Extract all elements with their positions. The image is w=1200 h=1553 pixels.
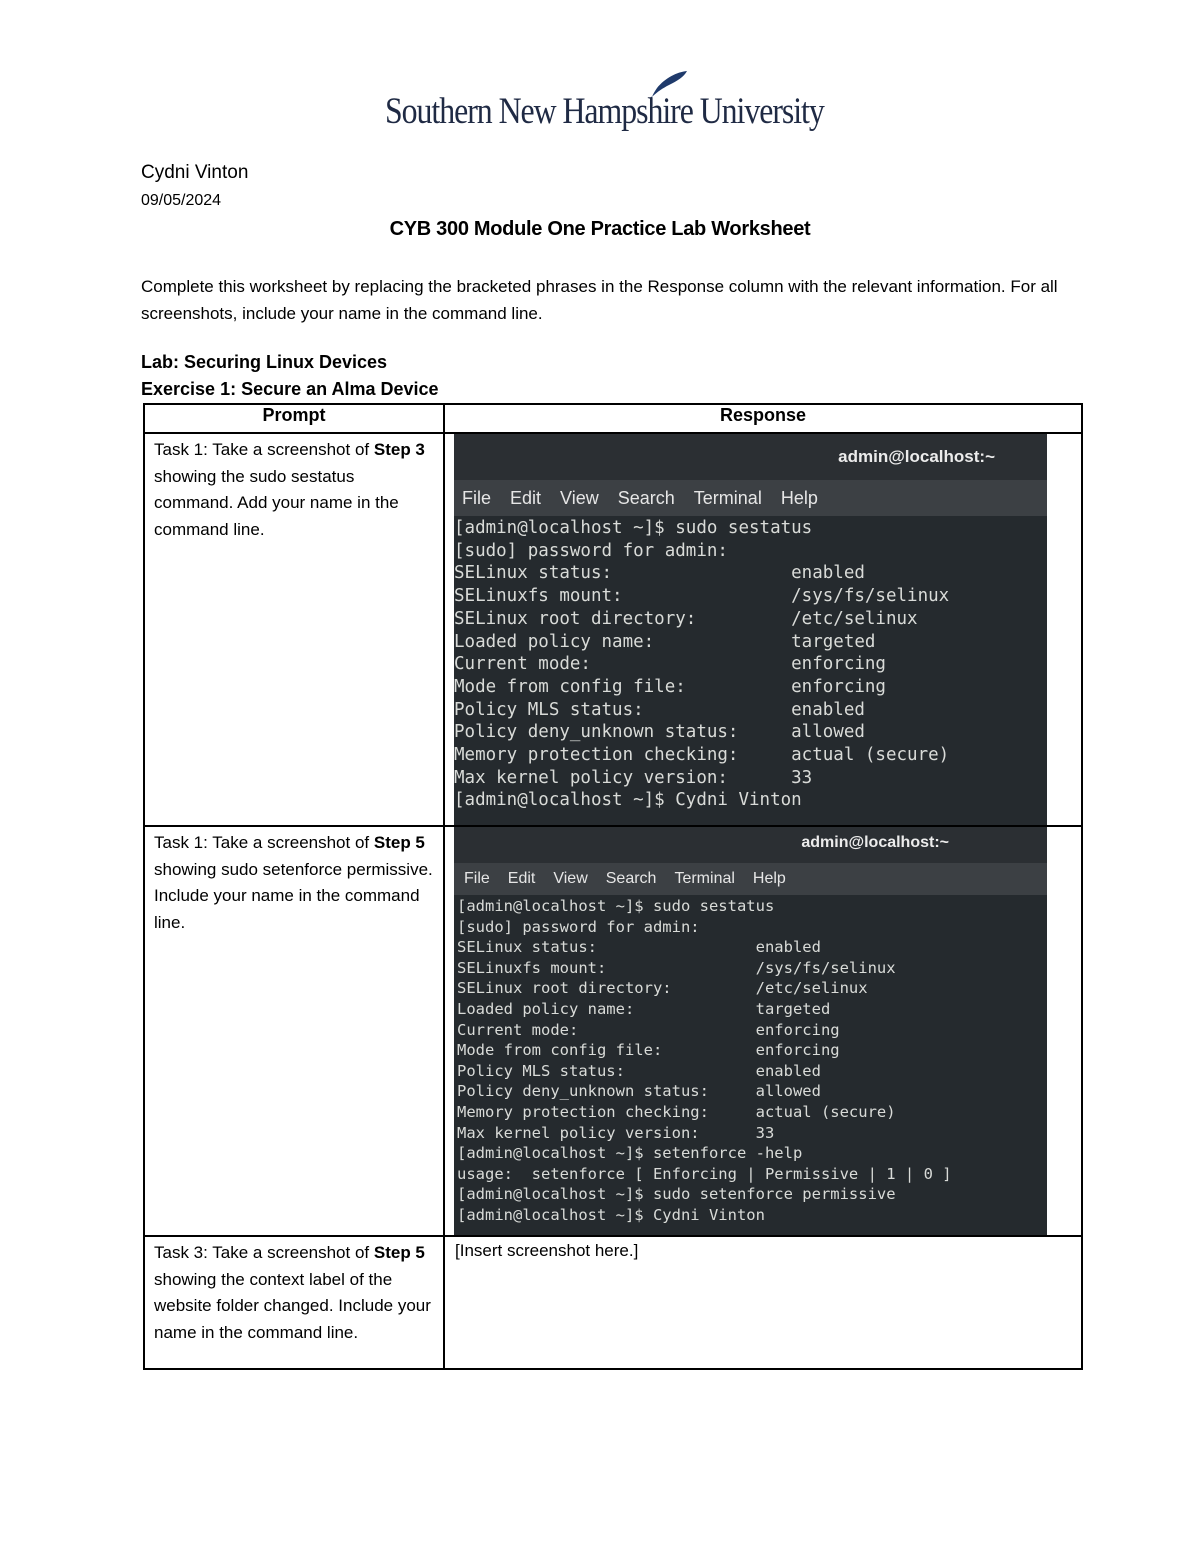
menu-help: Help bbox=[780, 488, 818, 508]
terminal-title: admin@localhost:~ bbox=[454, 434, 1047, 480]
exercise-heading: Exercise 1: Secure an Alma Device bbox=[141, 379, 439, 399]
terminal-line: Memory protection checking: actual (secure) bbox=[454, 745, 950, 766]
menu-help: Help bbox=[752, 870, 786, 887]
terminal-line: [sudo] password for admin: bbox=[454, 540, 728, 561]
menu-terminal: Terminal bbox=[693, 488, 762, 508]
terminal-line: Max kernel policy version: 33 bbox=[454, 767, 813, 788]
response-cell bbox=[444, 826, 1082, 1236]
prompt-cell bbox=[144, 433, 444, 826]
terminal-line: Loaded policy name: targeted bbox=[457, 999, 831, 1018]
terminal-menubar bbox=[454, 480, 1047, 516]
prompt-text: showing sudo setenforce permissive. Include your name in the command line. bbox=[154, 859, 433, 932]
terminal-line: SELinux root directory: /etc/selinux bbox=[454, 608, 918, 629]
menu-file: File bbox=[462, 488, 492, 508]
terminal-line: Policy deny_unknown status: allowed bbox=[457, 1082, 821, 1101]
terminal-title: admin@localhost:~ bbox=[454, 827, 1047, 863]
response-cell bbox=[444, 1236, 1082, 1369]
menu-edit: Edit bbox=[507, 870, 536, 887]
terminal-line: Current mode: enforcing bbox=[454, 654, 886, 675]
response-cell bbox=[444, 433, 1082, 826]
menu-search: Search bbox=[605, 870, 657, 887]
table-row bbox=[144, 826, 1082, 1236]
terminal-line: [admin@localhost ~]$ Cydni Vinton bbox=[457, 1205, 765, 1224]
terminal-line: [admin@localhost ~]$ sudo sestatus bbox=[454, 518, 813, 538]
terminal-screenshot bbox=[454, 827, 1047, 1235]
terminal-line: SELinux status: enabled bbox=[457, 938, 821, 957]
terminal-screenshot bbox=[454, 434, 1047, 825]
terminal-line: usage: setenforce [ Enforcing | Permissive | 1 | 0 ] bbox=[457, 1164, 952, 1183]
terminal-line: [admin@localhost ~]$ sudo setenforce permissive bbox=[457, 1185, 896, 1204]
prompt-text: Task 3: Take a screenshot of bbox=[154, 1243, 374, 1262]
column-header-response: Response bbox=[444, 404, 1082, 433]
step-reference: Step 5 bbox=[373, 1243, 425, 1262]
terminal-line: [admin@localhost ~]$ sudo sestatus bbox=[457, 897, 775, 915]
document-title: CYB 300 Module One Practice Lab Worksheet bbox=[389, 218, 811, 240]
terminal-line: [sudo] password for admin: bbox=[457, 917, 700, 936]
terminal-line: [admin@localhost ~]$ setenforce -help bbox=[457, 1144, 803, 1163]
instructions-paragraph: Complete this worksheet by replacing the bracketed phrases in the Response column with the relevant information. For all screenshots, include your name in the command line. bbox=[141, 277, 1058, 323]
prompt-cell bbox=[144, 1236, 444, 1369]
prompt-text: showing the sudo sestatus command. Add your name in the command line. bbox=[154, 466, 399, 539]
author-name: Cydni Vinton bbox=[141, 162, 249, 183]
menu-view: View bbox=[553, 870, 588, 887]
terminal-line: SELinuxfs mount: /sys/fs/selinux bbox=[454, 586, 950, 607]
terminal-output bbox=[454, 516, 1047, 812]
lab-heading: Lab: Securing Linux Devices bbox=[141, 352, 388, 372]
terminal-line: Mode from config file: enforcing bbox=[457, 1041, 840, 1060]
terminal-line: SELinux root directory: /etc/selinux bbox=[457, 979, 868, 998]
table-row bbox=[144, 1236, 1082, 1369]
menu-search: Search bbox=[617, 488, 675, 508]
prompt-text: Task 1: Take a screenshot of bbox=[154, 440, 374, 459]
table-row bbox=[144, 433, 1082, 826]
step-reference: Step 3 bbox=[373, 440, 425, 459]
terminal-line: Policy MLS status: enabled bbox=[454, 699, 865, 720]
terminal-output bbox=[454, 895, 1047, 1226]
column-header-prompt: Prompt bbox=[144, 404, 444, 433]
terminal-line: Policy MLS status: enabled bbox=[457, 1061, 821, 1080]
terminal-line: Memory protection checking: actual (secure) bbox=[457, 1102, 896, 1121]
menu-edit: Edit bbox=[510, 488, 542, 508]
screenshot-placeholder: [Insert screenshot here.] bbox=[455, 1241, 639, 1260]
terminal-menubar bbox=[454, 863, 1047, 895]
terminal-line: SELinux status: enabled bbox=[454, 563, 865, 584]
prompt-cell bbox=[144, 826, 444, 1236]
terminal-line: [admin@localhost ~]$ Cydni Vinton bbox=[454, 790, 802, 811]
menu-terminal: Terminal bbox=[674, 870, 735, 887]
menu-file: File bbox=[464, 870, 490, 887]
logo-wordmark: Southern New Hampshire University bbox=[385, 91, 824, 132]
worksheet-table bbox=[143, 403, 1083, 1370]
terminal-line: Max kernel policy version: 33 bbox=[457, 1123, 775, 1142]
document-date: 09/05/2024 bbox=[141, 192, 222, 209]
prompt-text: showing the context label of the website folder changed. Include your name in the command line. bbox=[154, 1269, 431, 1342]
prompt-text: Task 1: Take a screenshot of bbox=[154, 833, 374, 852]
terminal-line: Loaded policy name: targeted bbox=[454, 631, 876, 652]
table-header-row bbox=[144, 404, 1082, 433]
step-reference: Step 5 bbox=[373, 833, 425, 852]
terminal-line: Policy deny_unknown status: allowed bbox=[454, 722, 865, 743]
university-logo bbox=[385, 70, 825, 140]
terminal-line: Mode from config file: enforcing bbox=[454, 676, 886, 697]
terminal-line: Current mode: enforcing bbox=[457, 1020, 840, 1039]
terminal-line: SELinuxfs mount: /sys/fs/selinux bbox=[457, 958, 896, 977]
menu-view: View bbox=[560, 488, 599, 508]
